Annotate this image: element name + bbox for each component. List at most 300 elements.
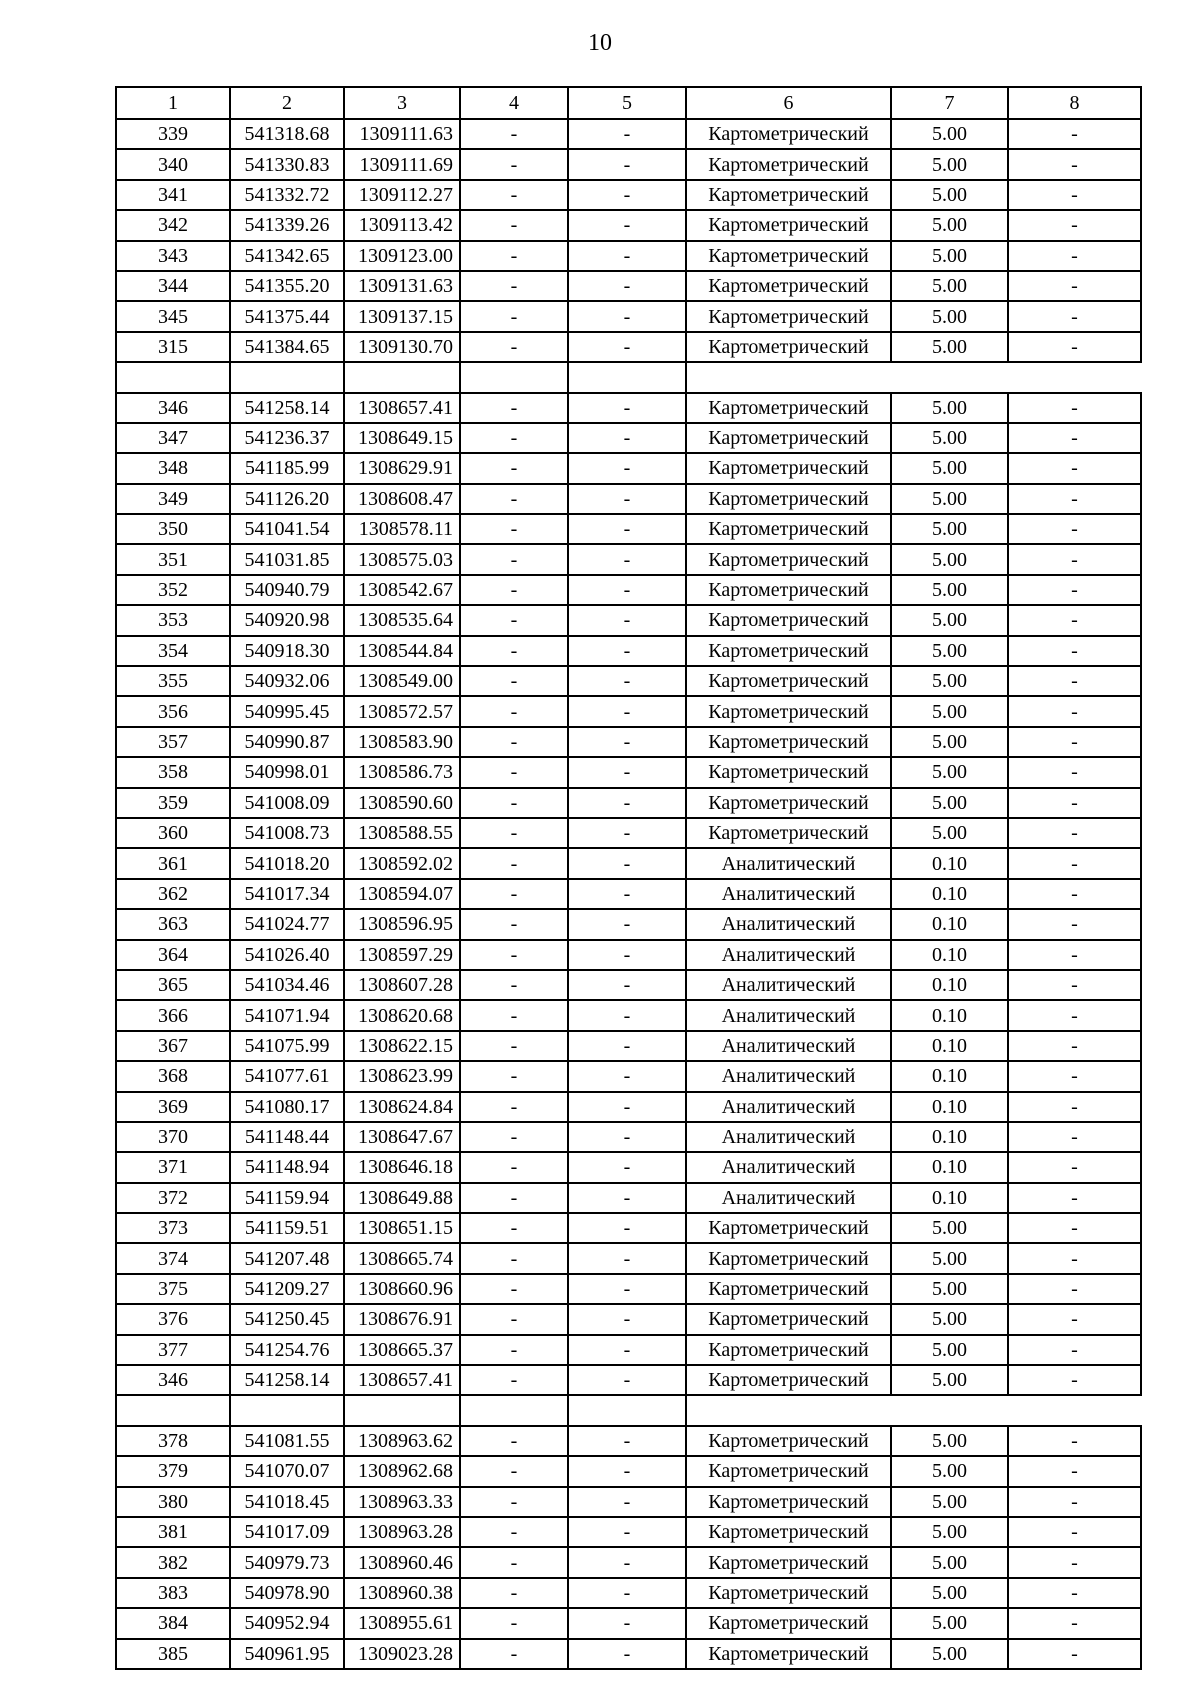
column-5-cell: - (568, 1426, 686, 1456)
column-8-cell: - (1008, 1000, 1141, 1030)
column-5-cell: - (568, 818, 686, 848)
empty-cell (460, 362, 568, 392)
x-coordinate-cell: 541031.85 (230, 544, 344, 574)
x-coordinate-cell: 541018.20 (230, 848, 344, 878)
y-coordinate-cell: 1308955.61 (344, 1608, 460, 1638)
accuracy-cell: 0.10 (891, 1092, 1008, 1122)
accuracy-cell: 0.10 (891, 940, 1008, 970)
table-row (116, 1335, 1141, 1365)
table-row (116, 1578, 1141, 1608)
page-number: 10 (588, 30, 612, 56)
point-number-cell: 346 (116, 1365, 230, 1395)
column-4-cell: - (460, 1092, 568, 1122)
point-number-cell: 362 (116, 879, 230, 909)
column-8-cell: - (1008, 940, 1141, 970)
y-coordinate-cell: 1308649.15 (344, 423, 460, 453)
point-number-cell: 345 (116, 301, 230, 331)
empty-cell (568, 1395, 686, 1425)
x-coordinate-cell: 541159.51 (230, 1213, 344, 1243)
point-number-cell: 361 (116, 848, 230, 878)
accuracy-cell: 5.00 (891, 332, 1008, 362)
accuracy-cell: 5.00 (891, 1243, 1008, 1273)
method-cell: Картометрический (686, 423, 891, 453)
column-4-cell: - (460, 423, 568, 453)
y-coordinate-cell: 1308660.96 (344, 1274, 460, 1304)
column-5-cell: - (568, 1243, 686, 1273)
point-number-cell: 375 (116, 1274, 230, 1304)
empty-cell (686, 1395, 891, 1425)
accuracy-cell: 5.00 (891, 1578, 1008, 1608)
method-cell: Картометрический (686, 1487, 891, 1517)
y-coordinate-cell: 1308647.67 (344, 1122, 460, 1152)
method-cell: Аналитический (686, 1183, 891, 1213)
x-coordinate-cell: 540952.94 (230, 1608, 344, 1638)
point-number-cell: 350 (116, 514, 230, 544)
column-8-cell: - (1008, 1122, 1141, 1152)
method-cell: Картометрический (686, 666, 891, 696)
method-cell: Картометрический (686, 605, 891, 635)
y-coordinate-cell: 1308578.11 (344, 514, 460, 544)
empty-cell (230, 362, 344, 392)
column-8-cell: - (1008, 879, 1141, 909)
table-body (116, 87, 1141, 1669)
method-cell: Картометрический (686, 1517, 891, 1547)
table-row (116, 1304, 1141, 1334)
y-coordinate-cell: 1308549.00 (344, 666, 460, 696)
method-cell: Картометрический (686, 1304, 891, 1334)
table-row (116, 1061, 1141, 1091)
method-cell: Аналитический (686, 970, 891, 1000)
point-number-cell: 355 (116, 666, 230, 696)
column-8-cell: - (1008, 241, 1141, 271)
accuracy-cell: 5.00 (891, 1213, 1008, 1243)
x-coordinate-cell: 541075.99 (230, 1031, 344, 1061)
accuracy-cell: 5.00 (891, 1335, 1008, 1365)
point-number-cell: 378 (116, 1426, 230, 1456)
column-5-cell: - (568, 1608, 686, 1638)
accuracy-cell: 5.00 (891, 514, 1008, 544)
column-4-cell: - (460, 332, 568, 362)
point-number-cell: 349 (116, 484, 230, 514)
table-row (116, 1426, 1141, 1456)
y-coordinate-cell: 1308665.37 (344, 1335, 460, 1365)
y-coordinate-cell: 1308963.62 (344, 1426, 460, 1456)
accuracy-cell: 5.00 (891, 1487, 1008, 1517)
method-cell: Картометрический (686, 332, 891, 362)
point-number-cell: 384 (116, 1608, 230, 1638)
table-row (116, 575, 1141, 605)
accuracy-cell: 5.00 (891, 636, 1008, 666)
x-coordinate-cell: 541024.77 (230, 909, 344, 939)
method-cell: Картометрический (686, 544, 891, 574)
y-coordinate-cell: 1308608.47 (344, 484, 460, 514)
point-number-cell: 370 (116, 1122, 230, 1152)
y-coordinate-cell: 1308620.68 (344, 1000, 460, 1030)
accuracy-cell: 5.00 (891, 788, 1008, 818)
x-coordinate-cell: 540940.79 (230, 575, 344, 605)
x-coordinate-cell: 541254.76 (230, 1335, 344, 1365)
table-row (116, 1152, 1141, 1182)
column-4-cell: - (460, 453, 568, 483)
empty-cell (1008, 362, 1141, 392)
point-number-cell: 377 (116, 1335, 230, 1365)
empty-cell (344, 1395, 460, 1425)
y-coordinate-cell: 1308607.28 (344, 970, 460, 1000)
accuracy-cell: 5.00 (891, 210, 1008, 240)
table-row (116, 119, 1141, 149)
column-8-cell: - (1008, 1335, 1141, 1365)
table-row (116, 696, 1141, 726)
point-number-cell: 340 (116, 149, 230, 179)
column-8-cell: - (1008, 666, 1141, 696)
column-5-cell: - (568, 1456, 686, 1486)
column-5-cell: - (568, 423, 686, 453)
point-number-cell: 358 (116, 757, 230, 787)
column-4-cell: - (460, 727, 568, 757)
column-5-cell: - (568, 970, 686, 1000)
y-coordinate-cell: 1308665.74 (344, 1243, 460, 1273)
table-row (116, 848, 1141, 878)
y-coordinate-cell: 1309112.27 (344, 180, 460, 210)
coordinates-table (115, 86, 1142, 1670)
table-row (116, 1639, 1141, 1669)
column-8-cell: - (1008, 848, 1141, 878)
method-cell: Картометрический (686, 727, 891, 757)
column-8-cell: - (1008, 1031, 1141, 1061)
column-8-cell: - (1008, 1243, 1141, 1273)
column-4-cell: - (460, 970, 568, 1000)
accuracy-cell: 5.00 (891, 696, 1008, 726)
column-5-cell: - (568, 636, 686, 666)
column-4-cell: - (460, 666, 568, 696)
column-4-cell: - (460, 1031, 568, 1061)
table-row (116, 788, 1141, 818)
column-5-cell: - (568, 1517, 686, 1547)
column-5-cell: - (568, 119, 686, 149)
column-8-cell: - (1008, 788, 1141, 818)
table-row (116, 149, 1141, 179)
accuracy-cell: 0.10 (891, 1031, 1008, 1061)
accuracy-cell: 5.00 (891, 393, 1008, 423)
column-4-cell: - (460, 1243, 568, 1273)
y-coordinate-cell: 1308649.88 (344, 1183, 460, 1213)
column-5-cell: - (568, 1183, 686, 1213)
column-4-cell: - (460, 119, 568, 149)
x-coordinate-cell: 541081.55 (230, 1426, 344, 1456)
table-row (116, 1517, 1141, 1547)
table-row (116, 605, 1141, 635)
table-row (116, 1456, 1141, 1486)
column-4-cell: - (460, 1335, 568, 1365)
column-5-cell: - (568, 514, 686, 544)
table-row (116, 1213, 1141, 1243)
column-4-cell: - (460, 484, 568, 514)
accuracy-cell: 5.00 (891, 605, 1008, 635)
column-header: 5 (568, 87, 686, 119)
table-row (116, 666, 1141, 696)
empty-cell (686, 362, 891, 392)
accuracy-cell: 0.10 (891, 909, 1008, 939)
x-coordinate-cell: 541148.94 (230, 1152, 344, 1182)
point-number-cell: 347 (116, 423, 230, 453)
accuracy-cell: 0.10 (891, 848, 1008, 878)
column-4-cell: - (460, 514, 568, 544)
column-header: 7 (891, 87, 1008, 119)
table-gap-row (116, 362, 1141, 392)
column-5-cell: - (568, 1274, 686, 1304)
y-coordinate-cell: 1308590.60 (344, 788, 460, 818)
x-coordinate-cell: 541008.73 (230, 818, 344, 848)
y-coordinate-cell: 1309111.69 (344, 149, 460, 179)
table-row (116, 271, 1141, 301)
x-coordinate-cell: 541332.72 (230, 180, 344, 210)
y-coordinate-cell: 1308575.03 (344, 544, 460, 574)
y-coordinate-cell: 1308657.41 (344, 393, 460, 423)
column-5-cell: - (568, 1547, 686, 1577)
column-5-cell: - (568, 666, 686, 696)
column-5-cell: - (568, 180, 686, 210)
accuracy-cell: 5.00 (891, 119, 1008, 149)
column-4-cell: - (460, 575, 568, 605)
column-4-cell: - (460, 1213, 568, 1243)
column-8-cell: - (1008, 1304, 1141, 1334)
column-5-cell: - (568, 1061, 686, 1091)
column-4-cell: - (460, 1578, 568, 1608)
method-cell: Картометрический (686, 1547, 891, 1577)
y-coordinate-cell: 1308657.41 (344, 1365, 460, 1395)
column-4-cell: - (460, 757, 568, 787)
method-cell: Аналитический (686, 1061, 891, 1091)
x-coordinate-cell: 541041.54 (230, 514, 344, 544)
table-row (116, 1547, 1141, 1577)
column-5-cell: - (568, 484, 686, 514)
column-5-cell: - (568, 271, 686, 301)
column-8-cell: - (1008, 1092, 1141, 1122)
y-coordinate-cell: 1309130.70 (344, 332, 460, 362)
column-5-cell: - (568, 1304, 686, 1334)
column-5-cell: - (568, 241, 686, 271)
point-number-cell: 364 (116, 940, 230, 970)
column-5-cell: - (568, 301, 686, 331)
x-coordinate-cell: 541017.09 (230, 1517, 344, 1547)
method-cell: Картометрический (686, 1608, 891, 1638)
x-coordinate-cell: 540990.87 (230, 727, 344, 757)
column-4-cell: - (460, 1517, 568, 1547)
y-coordinate-cell: 1308588.55 (344, 818, 460, 848)
y-coordinate-cell: 1308542.67 (344, 575, 460, 605)
point-number-cell: 342 (116, 210, 230, 240)
column-8-cell: - (1008, 1578, 1141, 1608)
accuracy-cell: 5.00 (891, 149, 1008, 179)
column-4-cell: - (460, 1639, 568, 1669)
point-number-cell: 385 (116, 1639, 230, 1669)
method-cell: Аналитический (686, 1152, 891, 1182)
column-4-cell: - (460, 879, 568, 909)
column-5-cell: - (568, 1152, 686, 1182)
x-coordinate-cell: 541339.26 (230, 210, 344, 240)
y-coordinate-cell: 1309113.42 (344, 210, 460, 240)
x-coordinate-cell: 541148.44 (230, 1122, 344, 1152)
y-coordinate-cell: 1308622.15 (344, 1031, 460, 1061)
accuracy-cell: 5.00 (891, 575, 1008, 605)
y-coordinate-cell: 1309137.15 (344, 301, 460, 331)
column-5-cell: - (568, 1213, 686, 1243)
point-number-cell: 381 (116, 1517, 230, 1547)
x-coordinate-cell: 541342.65 (230, 241, 344, 271)
method-cell: Картометрический (686, 210, 891, 240)
y-coordinate-cell: 1308544.84 (344, 636, 460, 666)
column-4-cell: - (460, 940, 568, 970)
column-4-cell: - (460, 818, 568, 848)
point-number-cell: 365 (116, 970, 230, 1000)
y-coordinate-cell: 1308646.18 (344, 1152, 460, 1182)
table-row (116, 301, 1141, 331)
column-5-cell: - (568, 727, 686, 757)
column-header: 4 (460, 87, 568, 119)
point-number-cell: 383 (116, 1578, 230, 1608)
column-5-cell: - (568, 1031, 686, 1061)
column-4-cell: - (460, 1547, 568, 1577)
column-4-cell: - (460, 636, 568, 666)
table-row (116, 1122, 1141, 1152)
method-cell: Картометрический (686, 696, 891, 726)
column-4-cell: - (460, 848, 568, 878)
accuracy-cell: 0.10 (891, 1152, 1008, 1182)
column-5-cell: - (568, 1092, 686, 1122)
method-cell: Картометрический (686, 1426, 891, 1456)
y-coordinate-cell: 1309111.63 (344, 119, 460, 149)
point-number-cell: 357 (116, 727, 230, 757)
point-number-cell: 363 (116, 909, 230, 939)
column-4-cell: - (460, 1000, 568, 1030)
column-8-cell: - (1008, 605, 1141, 635)
column-4-cell: - (460, 788, 568, 818)
table-row (116, 1000, 1141, 1030)
method-cell: Картометрический (686, 757, 891, 787)
empty-cell (891, 1395, 1008, 1425)
y-coordinate-cell: 1308676.91 (344, 1304, 460, 1334)
x-coordinate-cell: 540961.95 (230, 1639, 344, 1669)
column-8-cell: - (1008, 514, 1141, 544)
x-coordinate-cell: 540932.06 (230, 666, 344, 696)
point-number-cell: 356 (116, 696, 230, 726)
column-8-cell: - (1008, 1183, 1141, 1213)
method-cell: Аналитический (686, 879, 891, 909)
column-4-cell: - (460, 393, 568, 423)
column-8-cell: - (1008, 636, 1141, 666)
empty-cell (1008, 1395, 1141, 1425)
x-coordinate-cell: 541070.07 (230, 1456, 344, 1486)
column-4-cell: - (460, 1304, 568, 1334)
column-5-cell: - (568, 1578, 686, 1608)
column-header: 8 (1008, 87, 1141, 119)
column-5-cell: - (568, 1365, 686, 1395)
empty-cell (891, 362, 1008, 392)
x-coordinate-cell: 541034.46 (230, 970, 344, 1000)
table-row (116, 1092, 1141, 1122)
column-8-cell: - (1008, 332, 1141, 362)
table-row (116, 970, 1141, 1000)
table-row (116, 727, 1141, 757)
column-4-cell: - (460, 1274, 568, 1304)
accuracy-cell: 5.00 (891, 1608, 1008, 1638)
point-number-cell: 372 (116, 1183, 230, 1213)
table-row (116, 636, 1141, 666)
column-8-cell: - (1008, 210, 1141, 240)
accuracy-cell: 0.10 (891, 1183, 1008, 1213)
point-number-cell: 346 (116, 393, 230, 423)
accuracy-cell: 5.00 (891, 1274, 1008, 1304)
y-coordinate-cell: 1308960.46 (344, 1547, 460, 1577)
column-header: 2 (230, 87, 344, 119)
column-8-cell: - (1008, 484, 1141, 514)
method-cell: Картометрический (686, 1578, 891, 1608)
column-8-cell: - (1008, 149, 1141, 179)
column-5-cell: - (568, 575, 686, 605)
method-cell: Картометрический (686, 1365, 891, 1395)
empty-cell (568, 362, 686, 392)
table-row (116, 1274, 1141, 1304)
method-cell: Картометрический (686, 788, 891, 818)
x-coordinate-cell: 541258.14 (230, 393, 344, 423)
method-cell: Аналитический (686, 1031, 891, 1061)
point-number-cell: 339 (116, 119, 230, 149)
column-5-cell: - (568, 393, 686, 423)
table-row (116, 1183, 1141, 1213)
point-number-cell: 341 (116, 180, 230, 210)
column-5-cell: - (568, 940, 686, 970)
column-8-cell: - (1008, 1547, 1141, 1577)
table-row (116, 1243, 1141, 1273)
x-coordinate-cell: 541126.20 (230, 484, 344, 514)
y-coordinate-cell: 1309131.63 (344, 271, 460, 301)
y-coordinate-cell: 1309123.00 (344, 241, 460, 271)
method-cell: Картометрический (686, 1274, 891, 1304)
column-5-cell: - (568, 332, 686, 362)
empty-cell (230, 1395, 344, 1425)
column-8-cell: - (1008, 423, 1141, 453)
x-coordinate-cell: 540918.30 (230, 636, 344, 666)
column-8-cell: - (1008, 1152, 1141, 1182)
column-5-cell: - (568, 1639, 686, 1669)
point-number-cell: 374 (116, 1243, 230, 1273)
method-cell: Аналитический (686, 1000, 891, 1030)
column-5-cell: - (568, 696, 686, 726)
method-cell: Аналитический (686, 909, 891, 939)
empty-cell (116, 1395, 230, 1425)
method-cell: Картометрический (686, 1335, 891, 1365)
method-cell: Картометрический (686, 818, 891, 848)
column-4-cell: - (460, 1426, 568, 1456)
point-number-cell: 368 (116, 1061, 230, 1091)
y-coordinate-cell: 1308592.02 (344, 848, 460, 878)
table-row (116, 484, 1141, 514)
column-4-cell: - (460, 1061, 568, 1091)
x-coordinate-cell: 540920.98 (230, 605, 344, 635)
method-cell: Картометрический (686, 636, 891, 666)
column-header: 1 (116, 87, 230, 119)
y-coordinate-cell: 1308960.38 (344, 1578, 460, 1608)
y-coordinate-cell: 1308572.57 (344, 696, 460, 726)
accuracy-cell: 0.10 (891, 1061, 1008, 1091)
column-5-cell: - (568, 848, 686, 878)
x-coordinate-cell: 541017.34 (230, 879, 344, 909)
x-coordinate-cell: 541080.17 (230, 1092, 344, 1122)
accuracy-cell: 5.00 (891, 544, 1008, 574)
y-coordinate-cell: 1308583.90 (344, 727, 460, 757)
column-4-cell: - (460, 1122, 568, 1152)
method-cell: Аналитический (686, 1092, 891, 1122)
